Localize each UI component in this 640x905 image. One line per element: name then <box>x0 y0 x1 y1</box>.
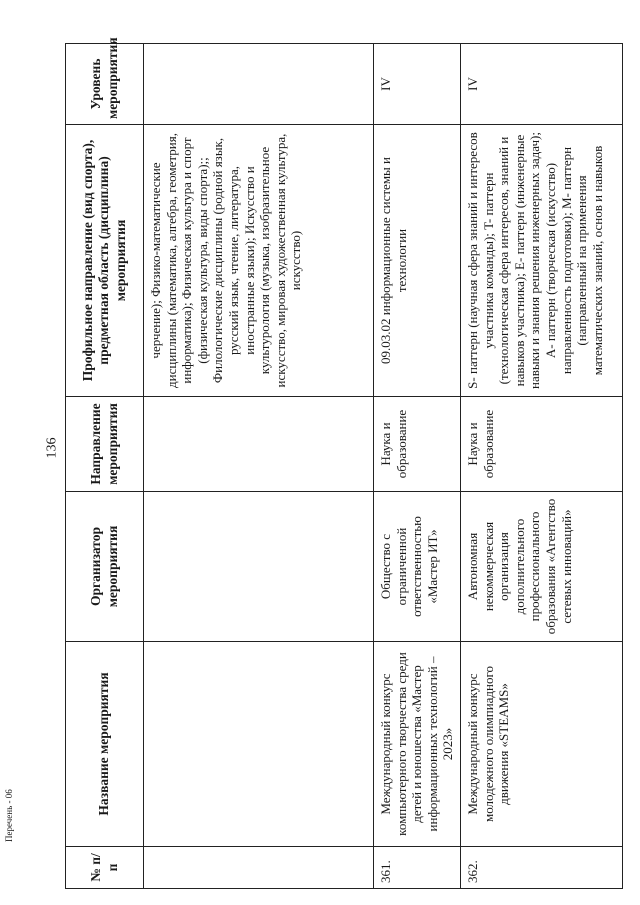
cell-level: IV <box>460 44 622 125</box>
cell-organizer: Автономная некоммерческая организация дополнительного профессионального образования «Агентство сетевых инноваций» <box>460 492 622 642</box>
header-num: № п/п <box>66 847 144 889</box>
cell-name: Международный конкурс компьютерного творчества среди детей и юношества «Мастер информационных технологий – 2023» <box>374 642 461 847</box>
table-row <box>460 44 622 889</box>
cell-direction: Наука и образование <box>460 397 622 492</box>
cell-organizer <box>144 492 374 642</box>
cell-organizer: Общество с ограниченной ответственностью «Мастер ИТ» <box>374 492 461 642</box>
table-header-row <box>66 44 144 889</box>
footer-document-code: Перечень - 06 <box>4 789 14 842</box>
header-profile: Профильное направление (вид спорта), предметная область (дисциплина) мероприятия <box>66 125 144 397</box>
cell-profile: 09.03.02 информационные системы и технологии <box>374 125 461 397</box>
cell-direction <box>144 397 374 492</box>
cell-direction: Наука и образование <box>374 397 461 492</box>
table-row <box>374 44 461 889</box>
header-level: Уровень мероприятия <box>66 44 144 125</box>
cell-num <box>144 847 374 889</box>
cell-num: 362. <box>460 847 622 889</box>
header-name: Название мероприятия <box>66 642 144 847</box>
cell-level <box>144 44 374 125</box>
events-table-container <box>65 37 607 889</box>
header-organizer: Организатор мероприятия <box>66 492 144 642</box>
cell-level: IV <box>374 44 461 125</box>
header-direction: Направление мероприятия <box>66 397 144 492</box>
cell-profile: черчение); Физико-математические дисциплины (математика, алгебра, геометрия, информатика); Физическая культура и спорт (физическая культура, виды спорта);; Филологические дисциплины (родной язык, русский язык, чтение, литература, иностранные языки); Искусство и культурология (музыка, изобразительное искусство, мировая художественная культура, искусство) <box>144 125 374 397</box>
cell-name: Международный конкурс молодежного олимпиадного движения «STEAMS» <box>460 642 622 847</box>
cell-profile: S- паттерн (научная сфера знаний и интересов участника команды); T- паттерн (технологическая сфера интересов, знаний и навыков участника); E- паттерн (инженерные навыки и знания решения инженерных задач); A- паттерн (творческая (искусство) направленность подготовки); M- паттерн (направленный на применения математических знаний, основ и навыков <box>460 125 622 397</box>
events-table <box>65 37 623 889</box>
table-row <box>144 44 374 889</box>
cell-name <box>144 642 374 847</box>
page-number: 136 <box>44 437 60 459</box>
cell-num: 361. <box>374 847 461 889</box>
